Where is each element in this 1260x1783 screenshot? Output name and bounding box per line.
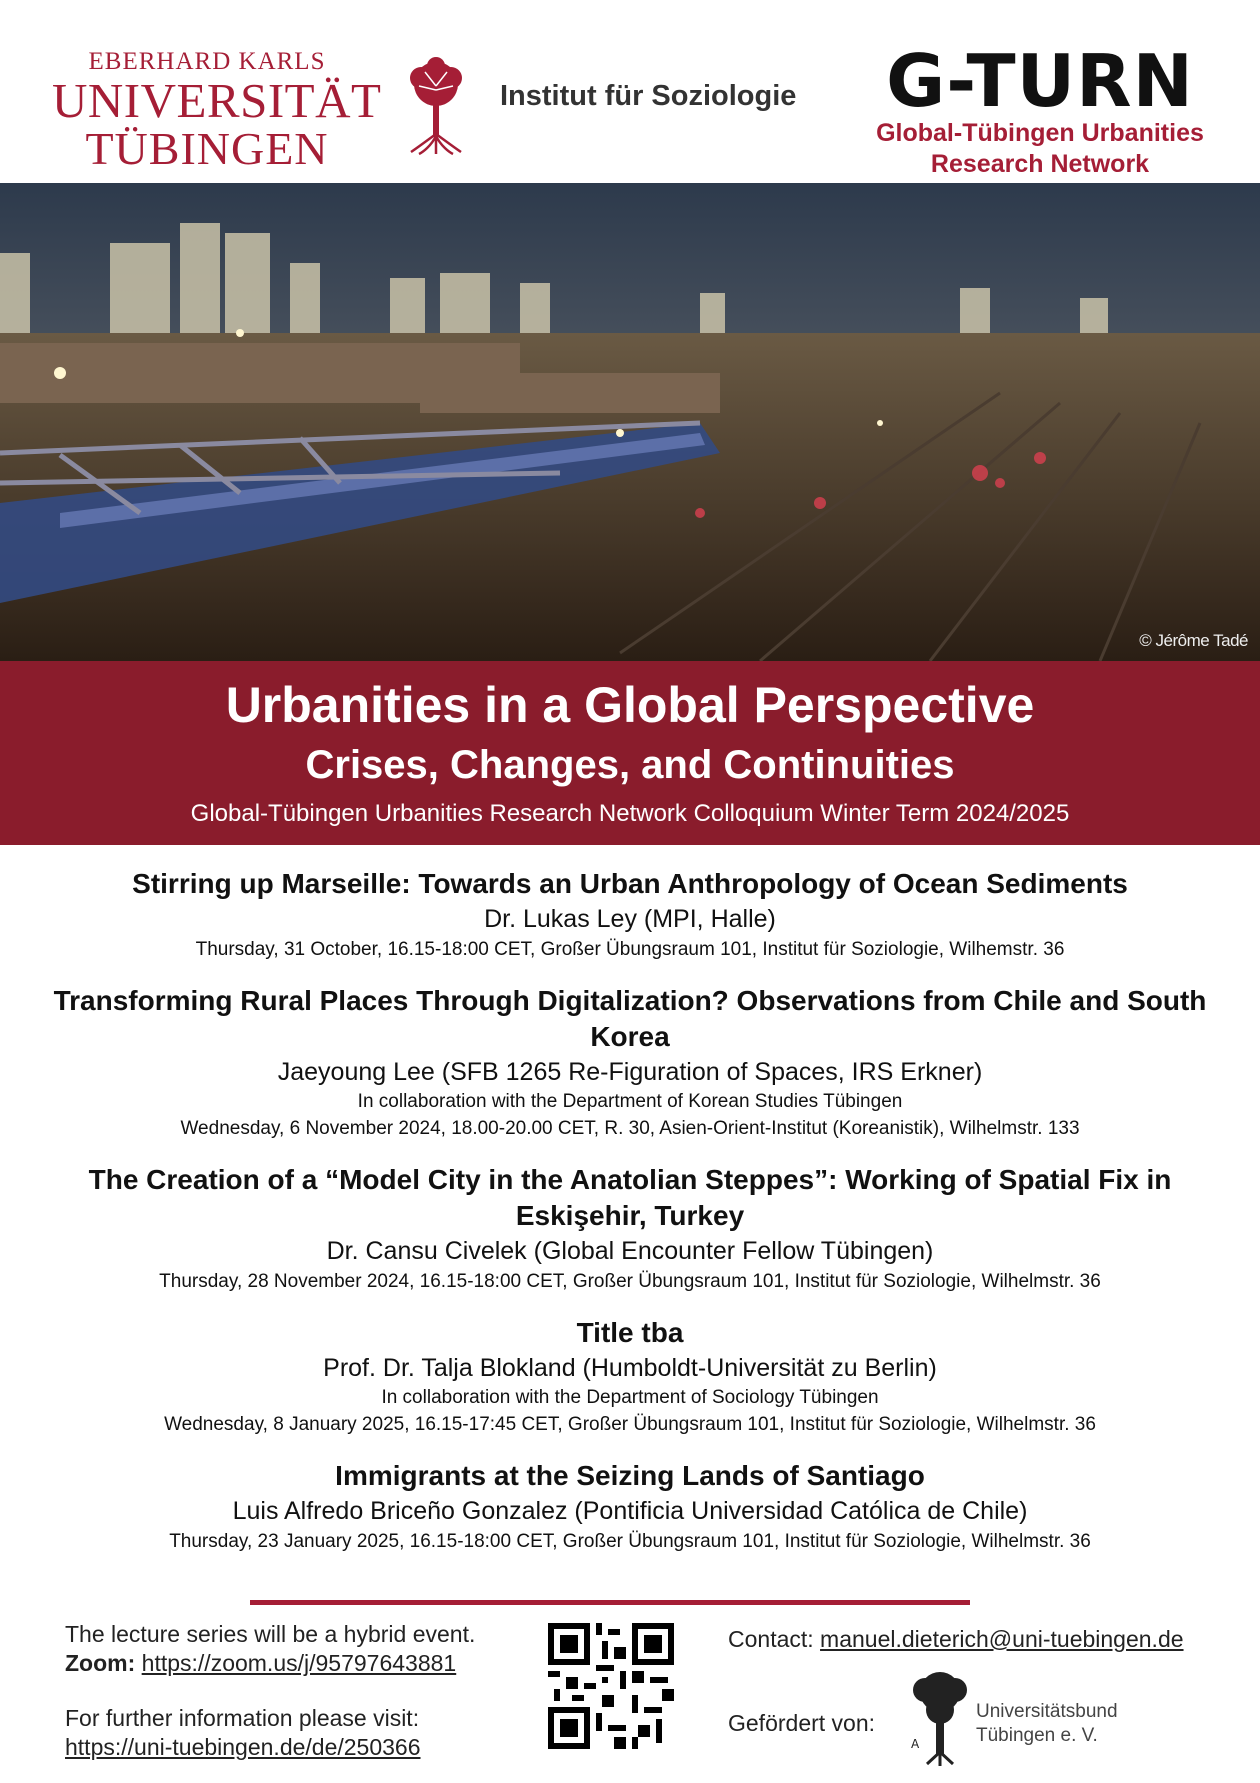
qr-code-icon[interactable] — [548, 1623, 674, 1749]
talk-speaker: Luis Alfredo Briceño Gonzalez (Pontificia Universidad Católica de Chile) — [232, 1497, 1028, 1525]
hybrid-note: The lecture series will be a hybrid event. — [65, 1621, 476, 1647]
university-logo-line2: UNIVERSITÄT — [52, 73, 382, 128]
talk-item — [40, 866, 1220, 963]
sponsor-name — [976, 1700, 1118, 1748]
palm-tree-icon — [405, 56, 467, 156]
talk-title: The Creation of a “Model City in the Anatolian Steppes”: Working of Spatial Fix in Eskişehir, Turkey — [88, 1164, 1172, 1231]
talk-speaker: Dr. Cansu Civelek (Global Encounter Fellow Tübingen) — [326, 1237, 934, 1265]
footer-divider — [250, 1600, 970, 1605]
info-label: For further information please visit: — [65, 1705, 420, 1731]
colloquium-subtitle: Crises, Changes, and Continuities — [305, 743, 955, 787]
talk-collaboration-note: In collaboration with the Department of Sociology Tübingen — [381, 1387, 879, 1408]
talk-datetime: Wednesday, 6 November 2024, 18.00-20.00 CET, R. 30, Asien-Orient-Institut (Koreanistik), Wilhelmstr. 133 — [180, 1118, 1080, 1139]
university-logo — [52, 48, 382, 174]
gturn-subtitle-line2: Research Network — [930, 150, 1150, 178]
talk-title: Stirring up Marseille: Towards an Urban Anthropology of Ocean Sediments — [132, 868, 1128, 899]
zoom-line — [65, 1649, 525, 1678]
funded-by-label: Gefördert von: — [728, 1710, 876, 1736]
talk-datetime: Thursday, 23 January 2025, 16.15-18:00 CET, Großer Übungsraum 101, Institut für Soziologie, Wilhelmstr. 36 — [169, 1531, 1091, 1552]
info-link[interactable]: https://uni-tuebingen.de/de/250366 — [65, 1734, 421, 1760]
sponsor-name-line2: Tübingen e. V. — [976, 1725, 1098, 1746]
photo-credit: © Jérôme Tadé — [1139, 631, 1248, 650]
hero-photo — [0, 183, 1260, 661]
talk-datetime: Wednesday, 8 January 2025, 16.15-17:45 CET, Großer Übungsraum 101, Institut für Soziologie, Wilhelmstr. 36 — [164, 1414, 1096, 1435]
talk-collaboration-note: In collaboration with the Department of Korean Studies Tübingen — [357, 1091, 903, 1112]
contact-label: Contact: — [728, 1626, 814, 1652]
sponsor-name-line1: Universitätsbund — [976, 1701, 1118, 1722]
talk-item — [40, 1315, 1220, 1438]
talk-title: Transforming Rural Places Through Digitalization? Observations from Chile and South Korea — [53, 985, 1207, 1052]
talk-speaker: Dr. Lukas Ley (MPI, Halle) — [484, 905, 776, 933]
title-banner — [0, 661, 1260, 845]
contact-line — [728, 1626, 1184, 1653]
talk-list — [40, 866, 1220, 1575]
talk-title: Immigrants at the Seizing Lands of Santiago — [335, 1460, 925, 1491]
university-logo-line3: TÜBINGEN — [85, 123, 329, 174]
talk-datetime: Thursday, 28 November 2024, 16.15-18:00 CET, Großer Übungsraum 101, Institut für Soziologie, Wilhelmstr. 36 — [159, 1271, 1101, 1292]
talk-item — [40, 1458, 1220, 1555]
talk-title: Title tba — [576, 1317, 684, 1348]
colloquium-title: Urbanities in a Global Perspective — [225, 677, 1035, 733]
gturn-subtitle-line1: Global-Tübingen Urbanities — [876, 119, 1204, 147]
university-logo-line1: EBERHARD KARLS — [88, 48, 326, 75]
zoom-link[interactable]: https://zoom.us/j/95797643881 — [141, 1650, 457, 1676]
svg-text:A: A — [911, 1737, 920, 1751]
contact-email-link[interactable]: manuel.dieterich@uni-tuebingen.de — [820, 1626, 1184, 1652]
gturn-logo — [840, 39, 1240, 180]
event-info — [65, 1620, 525, 1762]
oak-tree-icon — [905, 1668, 975, 1768]
zoom-label: Zoom: — [65, 1650, 136, 1676]
city-night-illustration — [0, 183, 1260, 661]
gturn-title: G-TURN — [886, 39, 1194, 123]
page-header — [0, 0, 1260, 183]
talk-speaker: Prof. Dr. Talja Blokland (Humboldt-Universität zu Berlin) — [323, 1354, 937, 1382]
colloquium-series: Global-Tübingen Urbanities Research Network Colloquium Winter Term 2024/2025 — [190, 800, 1070, 827]
talk-item — [40, 1162, 1220, 1295]
talk-item — [40, 983, 1220, 1142]
talk-datetime: Thursday, 31 October, 16.15-18:00 CET, Großer Übungsraum 101, Institut für Soziologie, Wilhemstr. 36 — [195, 939, 1065, 960]
talk-speaker: Jaeyoung Lee (SFB 1265 Re-Figuration of Spaces, IRS Erkner) — [277, 1058, 983, 1086]
institute-name: Institut für Soziologie — [500, 80, 797, 112]
